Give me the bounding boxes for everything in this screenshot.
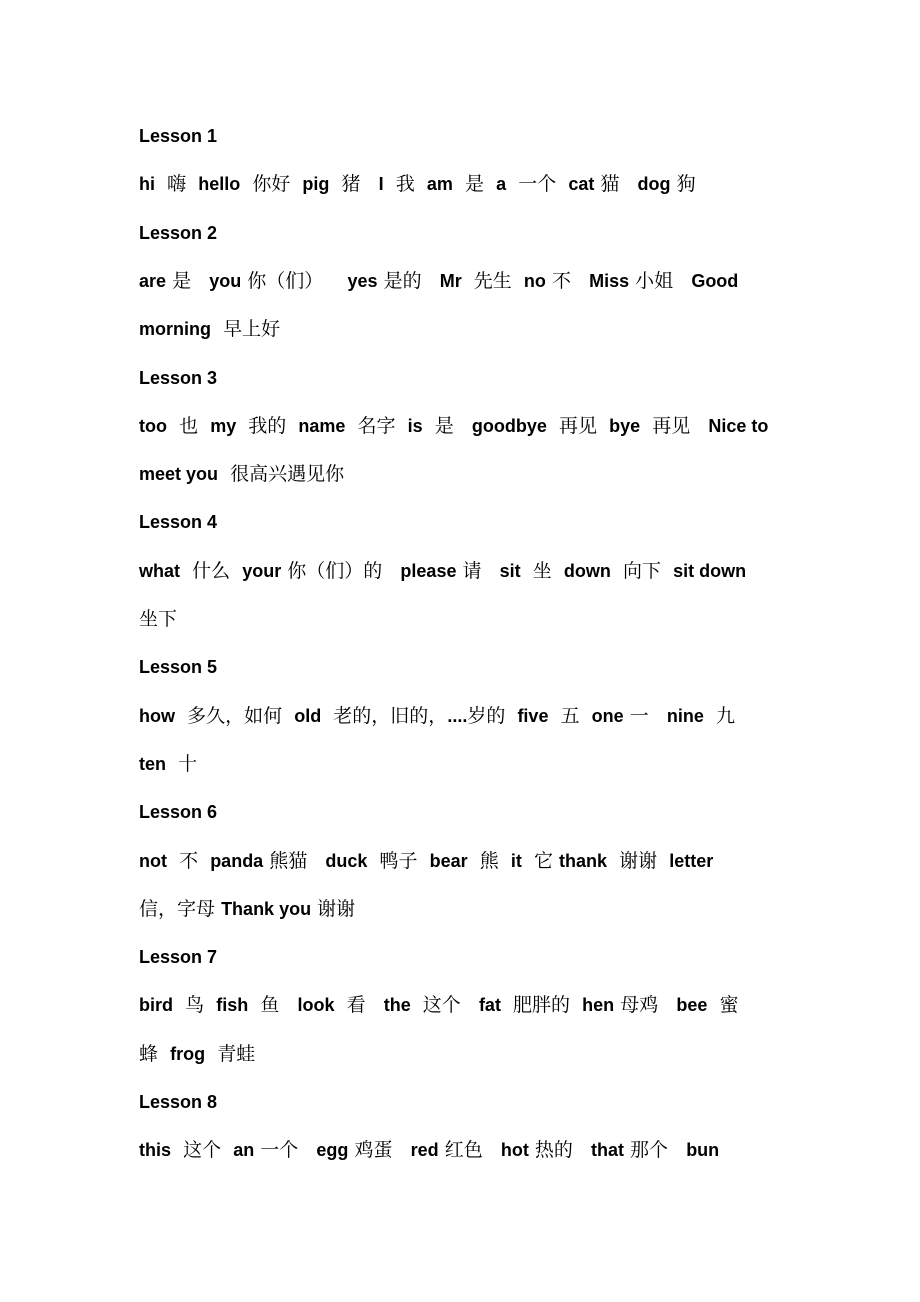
spacer: [619, 173, 637, 195]
spacer: [482, 560, 500, 582]
chinese-meaning: 十: [178, 752, 198, 775]
spacer: [690, 415, 708, 437]
spacer: [522, 850, 534, 872]
spacer: [323, 270, 347, 292]
english-word: morning: [139, 319, 211, 340]
chinese-meaning: 蜂: [139, 1042, 159, 1065]
lesson-heading-text: Lesson 4: [139, 512, 218, 533]
english-word: sit down: [673, 560, 747, 581]
english-word: hello: [198, 174, 241, 195]
chinese-meaning: 猫: [600, 173, 620, 196]
spacer: [552, 560, 564, 582]
english-word: I: [378, 174, 384, 195]
spacer: [548, 705, 560, 727]
chinese-meaning: 再见: [652, 414, 691, 437]
spacer: [580, 705, 592, 727]
chinese-meaning: 你（们）: [247, 269, 324, 292]
english-word: fat: [478, 995, 501, 1016]
spacer: [468, 850, 480, 872]
english-word: red: [410, 1140, 439, 1161]
english-word: five: [517, 705, 549, 726]
lesson-heading-text: Lesson 8: [139, 1092, 218, 1112]
english-word: you: [209, 270, 242, 291]
english-word: ....: [447, 705, 468, 726]
english-word: Good: [691, 270, 739, 291]
chinese-meaning: 你好: [252, 173, 291, 196]
spacer: [657, 850, 669, 872]
chinese-meaning: 这个: [422, 994, 461, 1017]
spacer: [597, 415, 609, 437]
spacer: [573, 1139, 591, 1161]
chinese-meaning: 多久，如何: [187, 704, 283, 727]
chinese-meaning: 坐: [532, 559, 552, 582]
spacer: [366, 994, 384, 1016]
chinese-meaning: 是: [434, 414, 454, 437]
english-word: your: [242, 560, 282, 581]
spacer: [556, 173, 568, 195]
english-word: a: [496, 174, 507, 195]
chinese-meaning: 这个: [183, 1139, 222, 1162]
spacer: [571, 270, 589, 292]
vocab-line: [139, 413, 768, 439]
spacer: [236, 415, 248, 437]
spacer: [658, 994, 676, 1016]
english-word: duck: [325, 850, 368, 871]
spacer: [393, 1139, 411, 1161]
english-word: nine: [666, 705, 704, 726]
vocab-line: [139, 751, 197, 777]
chinese-meaning: 不: [179, 849, 199, 872]
spacer: [175, 705, 187, 727]
spacer: [298, 1139, 316, 1161]
spacer: [171, 1139, 183, 1161]
english-word: hi: [139, 174, 155, 195]
lesson-heading: [139, 1089, 217, 1115]
spacer: [384, 173, 396, 195]
spacer: [649, 705, 667, 727]
spacer: [367, 850, 379, 872]
lesson-heading: [139, 509, 217, 535]
chinese-meaning: 鸭子: [379, 849, 418, 872]
english-word: please: [400, 560, 457, 581]
english-word: this: [139, 1140, 172, 1161]
lesson-heading: [139, 123, 217, 149]
chinese-meaning: 一: [629, 704, 649, 727]
spacer: [499, 850, 511, 872]
vocab-line: [139, 268, 738, 294]
english-word: not: [139, 850, 167, 871]
spacer: [167, 850, 179, 872]
chinese-meaning: 向下: [622, 559, 661, 582]
spacer: [505, 705, 517, 727]
spacer: [396, 415, 408, 437]
spacer: [422, 270, 440, 292]
spacer: [512, 270, 524, 292]
lesson-heading: [139, 944, 217, 970]
english-word: bear: [429, 850, 468, 871]
spacer: [286, 415, 298, 437]
chinese-meaning: 我的: [248, 414, 287, 437]
chinese-meaning: 老的，旧的，: [333, 704, 448, 727]
english-word: an: [233, 1140, 255, 1161]
english-word: dog: [637, 174, 671, 195]
english-word: goodbye: [471, 415, 547, 436]
chinese-meaning: 是: [464, 173, 484, 196]
spacer: [640, 415, 652, 437]
spacer: [668, 1139, 686, 1161]
english-word: frog: [170, 1043, 206, 1064]
english-word: bun: [686, 1140, 720, 1161]
spacer: [221, 1139, 233, 1161]
english-word: meet you: [139, 464, 219, 485]
spacer: [334, 994, 346, 1016]
chinese-meaning: 谢谢: [619, 849, 658, 872]
english-word: are: [139, 270, 167, 291]
spacer: [166, 753, 178, 775]
chinese-meaning: 很高兴遇见你: [230, 463, 345, 486]
chinese-meaning: 岁的: [467, 704, 506, 727]
spacer: [279, 994, 297, 1016]
spacer: [204, 994, 216, 1016]
vocab-line: [139, 558, 746, 584]
english-word: that: [591, 1140, 624, 1161]
spacer: [329, 173, 341, 195]
chinese-meaning: 热的: [534, 1139, 573, 1162]
english-word: my: [210, 415, 237, 436]
spacer: [484, 173, 496, 195]
spacer: [704, 705, 716, 727]
spacer: [361, 173, 379, 195]
english-word: it: [510, 850, 522, 871]
spacer: [218, 463, 230, 485]
english-word: hot: [500, 1140, 529, 1161]
lesson-heading-text: Lesson 7: [139, 947, 218, 968]
english-word: old: [294, 705, 322, 726]
spacer: [198, 415, 210, 437]
spacer: [483, 1139, 501, 1161]
spacer: [186, 173, 198, 195]
spacer: [521, 560, 533, 582]
english-word: bird: [139, 995, 173, 1016]
english-word: Mr: [439, 270, 462, 291]
chinese-meaning: 它: [533, 849, 553, 872]
english-word: cat: [568, 174, 595, 195]
chinese-meaning: 一个: [518, 173, 557, 196]
spacer: [290, 173, 302, 195]
vocab-line: [139, 703, 735, 729]
english-word: fish: [216, 995, 249, 1016]
chinese-meaning: 再见: [558, 414, 597, 437]
english-word: is: [407, 415, 423, 436]
spacer: [418, 850, 430, 872]
chinese-meaning: 先生: [473, 269, 512, 292]
spacer: [461, 994, 479, 1016]
lesson-heading-text: Lesson 3: [139, 367, 218, 388]
vocab-line: [139, 171, 696, 197]
english-word: the: [383, 995, 411, 1016]
spacer: [506, 173, 518, 195]
chinese-meaning: 猪: [341, 173, 361, 196]
spacer: [411, 994, 423, 1016]
chinese-meaning: 熊猫: [269, 849, 308, 872]
english-word: look: [297, 995, 335, 1016]
spacer: [167, 415, 179, 437]
english-word: down: [563, 560, 611, 581]
chinese-meaning: 也: [179, 414, 199, 437]
lesson-heading-text: Lesson 6: [139, 802, 218, 823]
english-word: letter: [669, 850, 714, 871]
english-word: Miss: [589, 270, 630, 291]
spacer: [180, 560, 192, 582]
english-word: panda: [210, 850, 264, 871]
chinese-meaning: 红色: [444, 1139, 483, 1162]
english-word: pig: [302, 174, 330, 195]
chinese-meaning: 信，字母: [139, 897, 216, 920]
lesson-heading: [139, 654, 217, 680]
spacer: [607, 850, 619, 872]
chinese-meaning: 青蛙: [217, 1042, 256, 1065]
english-word: ten: [139, 753, 166, 774]
english-word: name: [298, 415, 346, 436]
lesson-heading-text: Lesson 2: [139, 222, 218, 243]
lesson-heading: [139, 220, 217, 246]
english-word: hen: [582, 995, 615, 1016]
chinese-meaning: 蜜: [719, 994, 739, 1017]
spacer: [454, 415, 472, 437]
english-word: no: [523, 270, 546, 291]
chinese-meaning: 鸟: [185, 994, 205, 1017]
chinese-meaning: 请: [462, 559, 482, 582]
spacer: [211, 318, 223, 340]
spacer: [453, 173, 465, 195]
spacer: [415, 173, 427, 195]
chinese-meaning: 什么: [192, 559, 231, 582]
chinese-meaning: 狗: [676, 173, 696, 196]
chinese-meaning: 肥胖的: [513, 994, 571, 1017]
spacer: [282, 705, 294, 727]
english-word: yes: [347, 270, 378, 291]
spacer: [248, 994, 260, 1016]
chinese-meaning: 九: [715, 704, 735, 727]
spacer: [205, 1043, 217, 1065]
vocab-line: [139, 461, 344, 487]
chinese-meaning: 谢谢: [317, 897, 356, 920]
chinese-meaning: 不: [551, 269, 571, 292]
chinese-meaning: 小姐: [635, 269, 674, 292]
english-word: bee: [676, 995, 708, 1016]
english-word: too: [139, 415, 167, 436]
english-word: am: [426, 174, 453, 195]
chinese-meaning: 是: [172, 269, 192, 292]
chinese-meaning: 坐下: [139, 608, 178, 630]
chinese-meaning: 鸡蛋: [354, 1139, 393, 1162]
chinese-meaning: 看: [346, 994, 366, 1017]
vocab-line: [139, 896, 355, 922]
spacer: [345, 415, 357, 437]
vocab-line: [139, 316, 280, 342]
spacer: [501, 994, 513, 1016]
spacer: [661, 560, 673, 582]
vocab-line: [139, 1137, 719, 1163]
english-word: egg: [316, 1140, 349, 1161]
spacer: [155, 173, 167, 195]
chinese-meaning: 早上好: [223, 318, 281, 341]
chinese-meaning: 是的: [383, 269, 422, 292]
spacer: [191, 270, 209, 292]
lesson-heading-text: Lesson 5: [139, 657, 218, 678]
english-word: thank: [559, 850, 608, 871]
chinese-meaning: 鱼: [260, 994, 280, 1017]
spacer: [382, 560, 400, 582]
chinese-meaning: 母鸡: [620, 994, 659, 1017]
lesson-heading-text: Lesson 1: [139, 126, 218, 146]
spacer: [240, 173, 252, 195]
spacer: [547, 415, 559, 437]
english-word: how: [139, 705, 175, 726]
lesson-heading: [139, 799, 217, 825]
spacer: [321, 705, 333, 727]
chinese-meaning: 五: [560, 704, 580, 727]
chinese-meaning: 一个: [260, 1139, 299, 1162]
spacer: [673, 270, 691, 292]
english-word: bye: [609, 415, 641, 436]
spacer: [462, 270, 474, 292]
english-word: Thank you: [221, 898, 312, 919]
spacer: [611, 560, 623, 582]
english-word: one: [591, 705, 624, 726]
chinese-meaning: 熊: [479, 849, 499, 872]
english-word: Nice to: [708, 415, 769, 436]
spacer: [570, 994, 582, 1016]
spacer: [307, 850, 325, 872]
chinese-meaning: 你（们）的: [287, 559, 383, 582]
english-word: sit: [499, 560, 521, 581]
vocab-line: [139, 848, 713, 874]
vocab-line: [139, 992, 738, 1018]
chinese-meaning: 嗨: [167, 173, 187, 196]
spacer: [423, 415, 435, 437]
vocab-line: [139, 606, 177, 632]
lesson-heading: [139, 365, 217, 391]
spacer: [230, 560, 242, 582]
spacer: [158, 1043, 170, 1065]
vocab-line: [139, 1041, 255, 1067]
english-word: what: [139, 560, 181, 581]
spacer: [173, 994, 185, 1016]
chinese-meaning: 我: [395, 173, 415, 196]
chinese-meaning: 那个: [630, 1139, 669, 1162]
spacer: [707, 994, 719, 1016]
chinese-meaning: 名字: [357, 414, 396, 437]
spacer: [198, 850, 210, 872]
